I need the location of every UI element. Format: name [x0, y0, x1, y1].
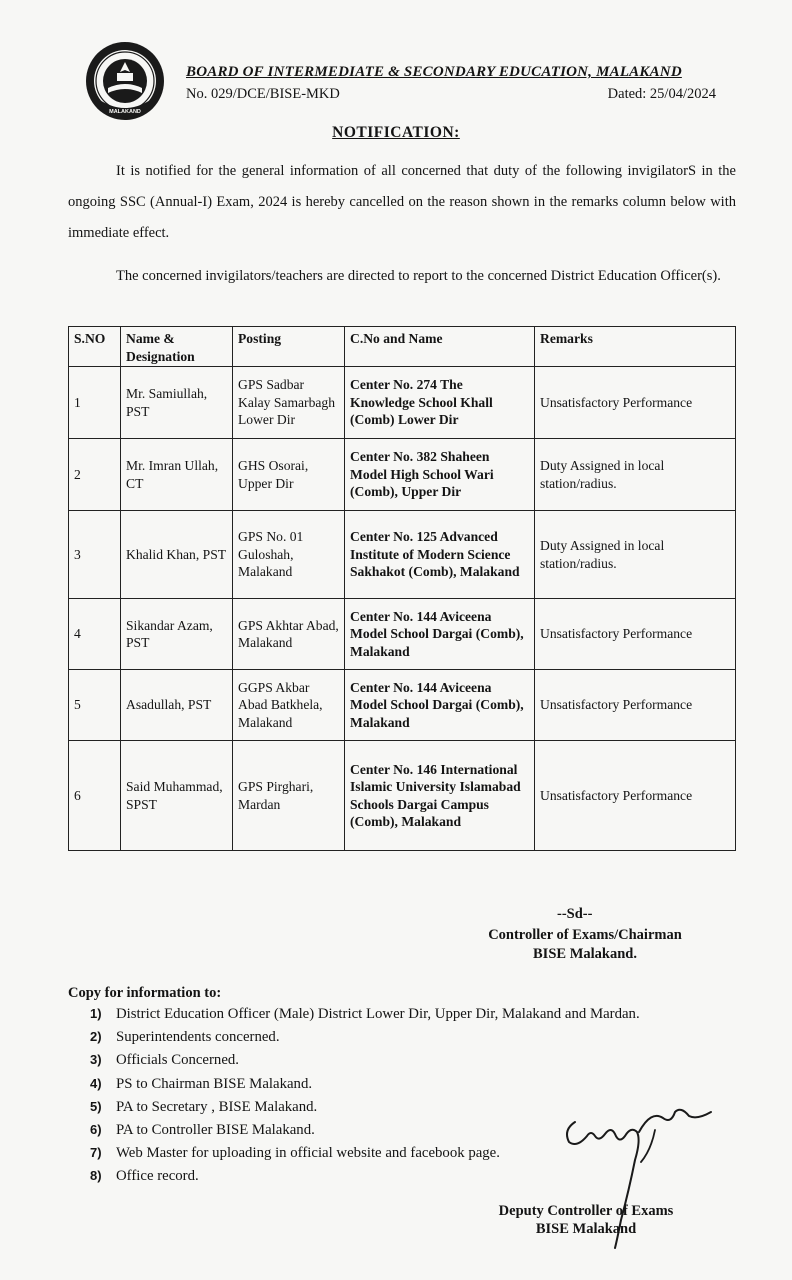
- cell-posting: GGPS Akbar Abad Batkhela, Malakand: [233, 670, 345, 741]
- cell-posting: GPS Pirghari, Mardan: [233, 741, 345, 851]
- cell-remarks: Unsatisfactory Performance: [535, 670, 736, 741]
- cell-name: Asadullah, PST: [121, 670, 233, 741]
- cell-name: Sikandar Azam, PST: [121, 599, 233, 670]
- cell-center: Center No. 274 The Knowledge School Khall (Comb) Lower Dir: [345, 367, 535, 439]
- controller-signature-block: [475, 926, 695, 964]
- cell-sno: 2: [69, 439, 121, 511]
- header-posting: Posting: [233, 327, 345, 367]
- list-item: [90, 1048, 640, 1071]
- list-item: [90, 1025, 640, 1048]
- cell-sno: 3: [69, 511, 121, 599]
- list-item-text: PS to Chairman BISE Malakand.: [116, 1075, 313, 1092]
- cell-sno: 4: [69, 599, 121, 670]
- header-center: C.No and Name: [345, 327, 535, 367]
- table-row: [69, 367, 736, 439]
- list-item-text: Officials Concerned.: [116, 1052, 239, 1069]
- cell-sno: 6: [69, 741, 121, 851]
- deputy-office: BISE Malakand: [535, 1221, 637, 1237]
- cancelled-duty-table: [68, 326, 736, 851]
- cell-center: Center No. 146 International Islamic University Islamabad Schools Dargai Campus (Comb), Malakand: [345, 741, 535, 851]
- cell-posting: GPS No. 01 Guloshah, Malakand: [233, 511, 345, 599]
- cell-posting: GHS Osorai, Upper Dir: [233, 439, 345, 511]
- cell-sno: 5: [69, 670, 121, 741]
- board-title: BOARD OF INTERMEDIATE & SECONDARY EDUCATION, MALAKAND: [186, 64, 682, 80]
- list-item-text: Office record.: [116, 1168, 199, 1185]
- cell-remarks: Unsatisfactory Performance: [535, 741, 736, 851]
- list-item-number: 1): [90, 1006, 102, 1021]
- table-row: [69, 741, 736, 851]
- cell-name: Said Muhammad, SPST: [121, 741, 233, 851]
- cell-posting: GPS Sadbar Kalay Samarbagh Lower Dir: [233, 367, 345, 439]
- copy-title: Copy for information to:: [68, 985, 222, 1001]
- cell-name: Mr. Imran Ullah, CT: [121, 439, 233, 511]
- cell-remarks: Unsatisfactory Performance: [535, 367, 736, 439]
- notification-title: NOTIFICATION:: [332, 124, 460, 141]
- header-name: Name & Designation: [121, 327, 233, 367]
- cell-remarks: Duty Assigned in local station/radius.: [535, 511, 736, 599]
- table-row: [69, 439, 736, 511]
- reference-number: No. 029/DCE/BISE-MKD: [186, 86, 340, 102]
- list-item-number: 8): [90, 1168, 102, 1184]
- list-item-text: Superintendents concerned.: [116, 1029, 280, 1046]
- cell-center: Center No. 125 Advanced Institute of Modern Science Sakhakot (Comb), Malakand: [345, 511, 535, 599]
- board-logo-icon: [84, 40, 166, 122]
- cell-remarks: Duty Assigned in local station/radius.: [535, 439, 736, 511]
- list-item-number: 7): [90, 1145, 102, 1161]
- list-item-number: 6): [90, 1121, 102, 1137]
- notice-paragraph-1: It is notified for the general information of all concerned that duty of the following invigilatorS in the ongoing SSC (Annual-I) Exam, 2024 is hereby cancelled on the reason shown in the remarks column below with immediate effect.: [68, 163, 736, 241]
- header-sno: S.NO: [69, 327, 121, 367]
- controller-office: BISE Malakand.: [533, 946, 637, 962]
- list-item-text: District Education Officer (Male) District Lower Dir, Upper Dir, Malakand and Mardan.: [116, 1006, 640, 1022]
- cell-name: Mr. Samiullah, PST: [121, 367, 233, 439]
- notice-paragraph-2: The concerned invigilators/teachers are directed to report to the concerned District Education Officer(s).: [116, 268, 721, 284]
- list-item-number: 3): [90, 1052, 102, 1068]
- list-item-text: PA to Secretary , BISE Malakand.: [116, 1098, 318, 1115]
- date-line: Dated: 25/04/2024: [607, 86, 716, 102]
- table-row: [69, 599, 736, 670]
- list-item-number: 4): [90, 1075, 102, 1091]
- cell-remarks: Unsatisfactory Performance: [535, 599, 736, 670]
- list-item: [90, 1002, 640, 1025]
- controller-title: Controller of Exams/Chairman: [488, 927, 682, 943]
- header-remarks: Remarks: [535, 327, 736, 367]
- list-item-text: Web Master for uploading in official website and facebook page.: [116, 1145, 500, 1162]
- deputy-signature-block: [486, 1202, 686, 1238]
- cell-sno: 1: [69, 367, 121, 439]
- cell-name: Khalid Khan, PST: [121, 511, 233, 599]
- list-item-number: 2): [90, 1029, 102, 1045]
- table-row: [69, 670, 736, 741]
- list-item-number: 5): [90, 1098, 102, 1114]
- logo-text: MALAKAND: [109, 109, 141, 115]
- deputy-title: Deputy Controller of Exams: [498, 1203, 674, 1219]
- table-row: [69, 511, 736, 599]
- cell-center: Center No. 382 Shaheen Model High School Wari (Comb), Upper Dir: [345, 439, 535, 511]
- table-header-row: [69, 327, 736, 367]
- cell-posting: GPS Akhtar Abad, Malakand: [233, 599, 345, 670]
- cell-center: Center No. 144 Aviceena Model School Dargai (Comb), Malakand: [345, 670, 535, 741]
- sd-mark: --Sd--: [557, 906, 593, 922]
- cell-center: Center No. 144 Aviceena Model School Dargai (Comb), Malakand: [345, 599, 535, 670]
- list-item-text: PA to Controller BISE Malakand.: [116, 1121, 315, 1138]
